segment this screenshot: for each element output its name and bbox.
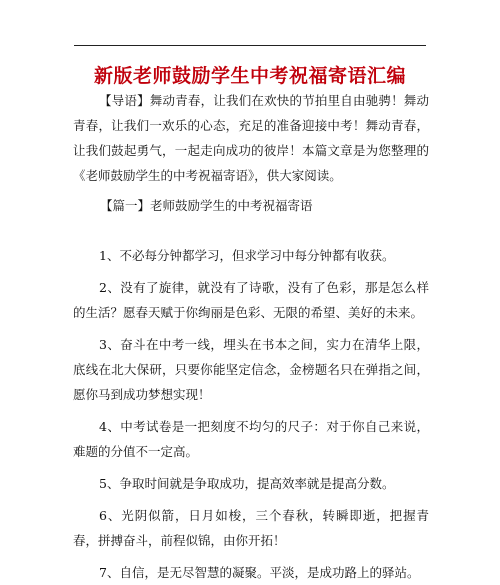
list-item: 1、不必每分钟都学习，但求学习中每分钟都有收获。 xyxy=(99,248,395,263)
list-item: 2、没有了旋律，就没有了诗歌，没有了色彩，那是怎么样的生活？愿春天赋于你绚丽是色彩、无限的希望、美好的未来。 xyxy=(73,280,429,320)
header-rule xyxy=(74,45,426,46)
list-item: 7、自信，是无尽智慧的凝聚。平淡，是成功路上的驿站。 xyxy=(99,565,420,580)
blessing-list xyxy=(73,243,429,585)
intro-paragraph: 【导语】舞动青春，让我们在欢快的节拍里自由驰骋！舞动青春，让我们一欢乐的心态，充足的准备迎接中考！舞动青春，让我们鼓起勇气，一起走向成功的彼岸！本篇文章是为您整理的《老师鼓励学生的中考祝福寄语》，供大家阅读。 xyxy=(73,93,429,183)
list-item: 4、中考试卷是一把刻度不均匀的尺子：对于你自己来说，难题的分值不一定高。 xyxy=(73,419,429,459)
list-item: 5、争取时间就是争取成功，提高效率就是提高分数。 xyxy=(99,476,395,491)
section-heading: 【篇一】老师鼓励学生的中考祝福寄语 xyxy=(100,198,313,213)
list-item: 3、奋斗在中考一线，埋头在书本之间，实力在清华上限，底线在北大保研，只要你能坚定信念，金榜题名只在弹指之间，愿你马到成功梦想实现！ xyxy=(73,337,429,402)
document-title: 新版老师鼓励学生中考祝福寄语汇编 xyxy=(93,65,406,87)
list-item: 6、光阴似箭，日月如梭，三个春秋，转瞬即逝，把握青春，拼搏奋斗，前程似锦，由你开拓！ xyxy=(73,508,429,548)
